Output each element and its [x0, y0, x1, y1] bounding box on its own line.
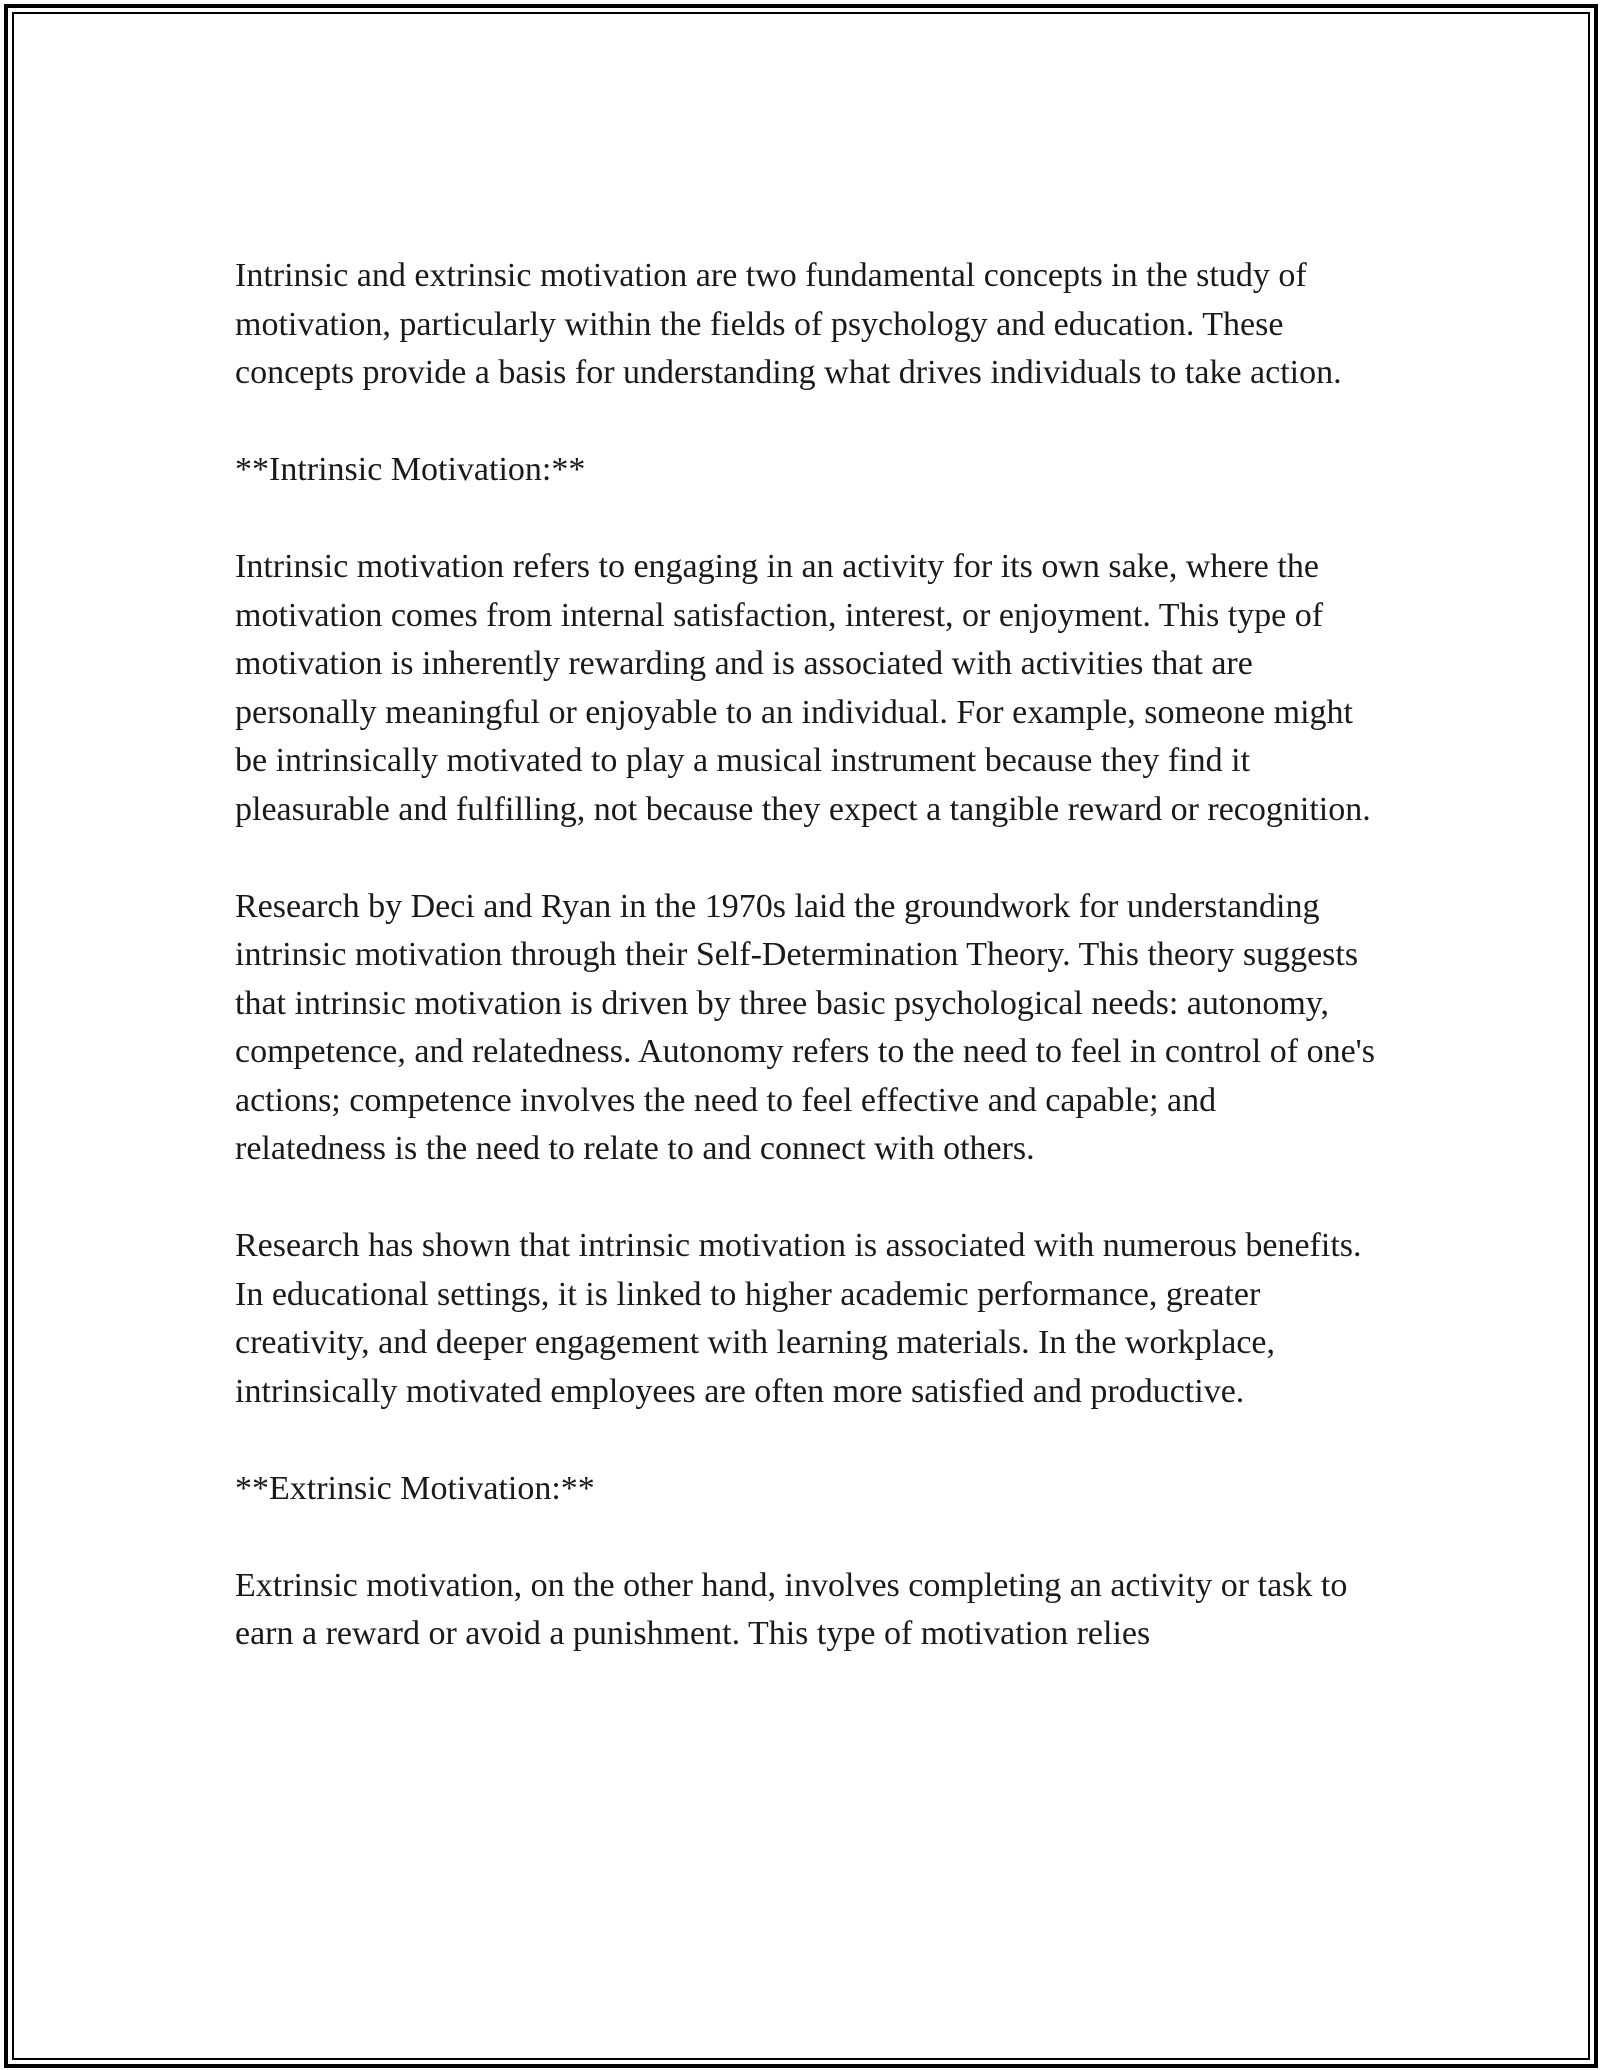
intrinsic-benefits-paragraph: Research has shown that intrinsic motivation is associated with numerous benefits. In educational settings, it is linked to higher academic performance, greater creativity, and deeper engagement with learning materials. In the workplace, intrinsically motivated employees are often more satisfied and productive.	[235, 1227, 1362, 1410]
document-body	[235, 252, 1375, 1659]
heading-extrinsic-motivation: **Extrinsic Motivation:**	[235, 1469, 595, 1507]
heading-intrinsic-motivation: **Intrinsic Motivation:**	[235, 451, 586, 488]
extrinsic-definition-paragraph: Extrinsic motivation, on the other hand, involves completing an activity or task to earn a reward or avoid a punishment. This type of motivation relies	[235, 1566, 1348, 1652]
intro-paragraph: Intrinsic and extrinsic motivation are two fundamental concepts in the study of motivation, particularly within the fields of psychology and education. These concepts provide a basis for understanding what drives individuals to take action.	[235, 257, 1342, 391]
intrinsic-definition-paragraph: Intrinsic motivation refers to engaging in an activity for its own sake, where the motivation comes from internal satisfaction, interest, or enjoyment. This type of motivation is inherently rewarding and is associated with activities that are personally meaningful or enjoyable to an individual. For example, someone might be intrinsically motivated to play a musical instrument because they find it pleasurable and fulfilling, not because they expect a tangible reward or recognition.	[235, 548, 1371, 828]
self-determination-paragraph: Research by Deci and Ryan in the 1970s laid the groundwork for understanding intrinsic motivation through their Self-Determination Theory. This theory suggests that intrinsic motivation is driven by three basic psychological needs: autonomy, competence, and relatedness. Autonomy refers to the need to feel in control of one's actions; competence involves the need to feel effective and capable; and relatedness is the need to relate to and connect with others.	[235, 887, 1376, 1167]
